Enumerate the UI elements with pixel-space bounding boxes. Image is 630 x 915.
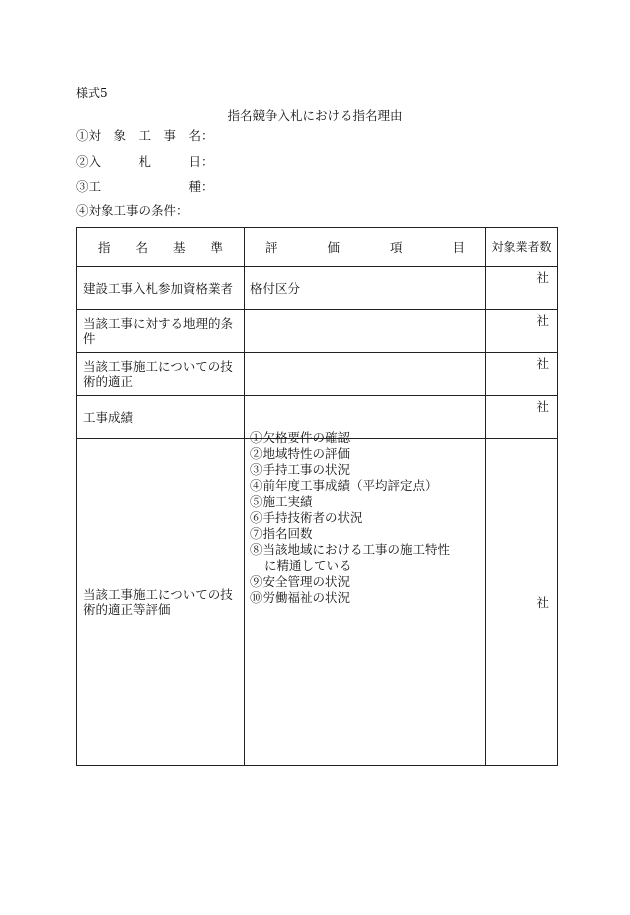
table-row [77, 439, 558, 766]
field-bid-date: ②入 札 日： [76, 154, 214, 169]
evaluation-items-list [250, 430, 485, 606]
table-row [77, 267, 558, 310]
evaluation-cell [245, 310, 486, 353]
list-item: ⑨安全管理の状況 [250, 574, 351, 589]
criteria-cell: 当該工事施工についての技術的適正 [77, 353, 245, 396]
criteria-cell: 工事成績 [77, 396, 245, 439]
document-title: 指名競争入札における指名理由 [227, 108, 403, 123]
criteria-cell: 当該工事施工についての技術的適正等評価 [77, 439, 245, 766]
list-item: ④前年度工事成績（平均評定点） [250, 478, 438, 493]
evaluation-cell: 格付区分 [245, 267, 486, 310]
field-project-conditions: ④対象工事の条件： [76, 203, 189, 218]
count-cell: 社 [486, 439, 558, 766]
list-item: ⑩労働福祉の状況 [250, 590, 351, 605]
list-item-continuation: に精通している [264, 558, 352, 573]
evaluation-items-cell [245, 430, 486, 766]
list-item: ③手持工事の状況 [250, 462, 351, 477]
list-item: ⑧当該地域における工事の施工特性 [250, 542, 451, 557]
table-header-row [77, 228, 558, 267]
field-project-name: ①対 象 工 事 名： [76, 128, 214, 143]
list-item: ⑥手持技術者の状況 [250, 510, 363, 525]
evaluation-cell [245, 353, 486, 396]
field-work-type: ③工 種： [76, 179, 214, 194]
header-target-count: 対象業者数 [486, 228, 558, 267]
nomination-criteria-table [76, 227, 558, 766]
count-cell: 社 [486, 353, 558, 396]
header-criteria: 指 名 基 準 [77, 228, 245, 267]
table-row [77, 310, 558, 353]
list-item: ⑤施工実績 [250, 494, 313, 509]
list-item: ①欠格要件の確認 [250, 430, 351, 445]
criteria-cell: 当該工事に対する地理的条件 [77, 310, 245, 353]
list-item: ⑦指名回数 [250, 526, 313, 541]
table-row [77, 353, 558, 396]
count-cell: 社 [486, 267, 558, 310]
count-cell: 社 [486, 396, 558, 439]
count-cell: 社 [486, 310, 558, 353]
form-number: 様式5 [76, 86, 108, 100]
list-item: ②地域特性の評価 [250, 446, 351, 461]
header-evaluation: 評 価 項 目 [245, 228, 486, 267]
criteria-cell: 建設工事入札参加資格業者 [77, 267, 245, 310]
